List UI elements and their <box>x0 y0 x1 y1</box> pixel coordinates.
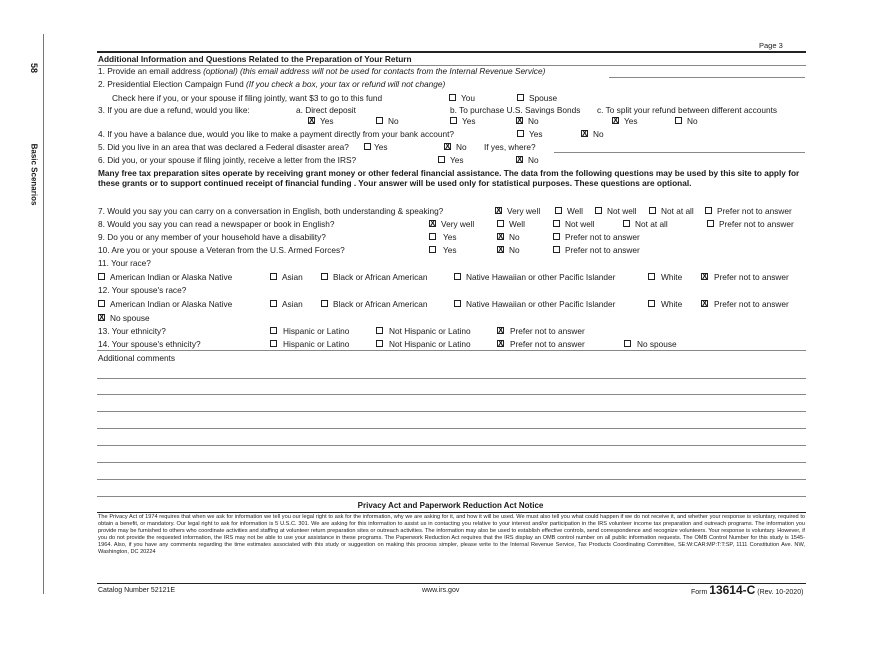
q12-white-label: White <box>661 299 683 309</box>
q11-asian-label: Asian <box>282 272 303 282</box>
q8-not-at-all-checkbox[interactable] <box>623 220 630 227</box>
q7-prefer-label: Prefer not to answer <box>717 206 792 216</box>
q13-hisp-label: Hispanic or Latino <box>283 326 350 336</box>
q8-very-well-checkbox[interactable] <box>429 220 436 227</box>
q9-no-label: No <box>509 232 520 242</box>
comment-line[interactable] <box>97 378 806 379</box>
q12-ai-checkbox[interactable] <box>98 300 105 307</box>
comment-line[interactable] <box>97 479 806 480</box>
q3-c-label: c. To split your refund between different accounts <box>597 105 778 115</box>
q1-row: 1. Provide an email address (optional) (this email address will not be used for contacts from the Internal Revenue Service) <box>98 66 546 76</box>
q3-b-yes-label: Yes <box>462 116 476 126</box>
q14-nothisp-checkbox[interactable] <box>376 340 383 347</box>
q6-yes-checkbox[interactable] <box>438 156 445 163</box>
q2-sub: Check here if you, or your spouse if filing jointly, want $3 to go to this fund <box>112 93 383 103</box>
q12-asian-label: Asian <box>282 299 303 309</box>
q14-prefer-checkbox[interactable] <box>497 340 504 347</box>
q2-spouse-checkbox[interactable] <box>517 94 524 101</box>
q11-prefer-checkbox[interactable] <box>701 273 708 280</box>
q5-where-label: If yes, where? <box>484 142 536 152</box>
privacy-body: The Privacy Act of 1974 requires that when we ask for information we tell you our legal right to ask for the information, why we are asking for it, and how it will be used. We must also tell you what could happen if we do not receive it, and whether your response is voluntary, required to obtain a benefit, or mandatory. Our legal right to ask for information is 5 U.S.C. 301. We are asking for this information to assist us in contacting you relative to your interest and/or participation in the IRS volunteer income tax preparation and outreach programs. The information you provide may be furnished to others who coordinate activities and staffing at volunteer return preparation sites or outreach activities. The information may also be used to establish effective controls, send correspondence and recognize volunteers. Your response is voluntary. However, if you do not provide the requested information, the IRS may not be able to use your assistance in these programs. The Paperwork Reduction Act requires that the IRS display an OMB control number on all public information requests. The OMB Control Number for this study is 1545-1964. Also, if you have any comments regarding the time estimates associated with this study or suggestion on making this process simpler, please write to the Internal Revenue Service, Tax Products Coordinating Committee, SE:W:CAR:MP:T:T:SP, 1111 Constitution Ave. NW, Washington, DC 20224 <box>98 514 805 555</box>
form-identifier: Form 13614-C (Rev. 10-2020) <box>691 583 804 597</box>
q9-yes-checkbox[interactable] <box>429 233 436 240</box>
header-rule <box>97 51 806 53</box>
q11-nh-label: Native Hawaiian or other Pacific Islander <box>466 272 616 282</box>
q8-not-at-all-label: Not at all <box>635 219 668 229</box>
q2-spouse-label: Spouse <box>529 93 558 103</box>
page-label: Page 3 <box>759 41 783 50</box>
comments-label: Additional comments <box>98 353 176 363</box>
q3-row: 3. If you are due a refund, would you like: <box>98 105 250 115</box>
q9-yes-label: Yes <box>443 232 457 242</box>
q5-where-input-line[interactable] <box>554 152 805 153</box>
q13-prefer-checkbox[interactable] <box>497 327 504 334</box>
q3-a-label: a. Direct deposit <box>296 105 356 115</box>
funding-notice-paragraph: Many free tax preparation sites operate by receiving grant money or other federal financial assistance. The data from the following questions may be used by this site to apply for these grants or to support continued receipt of financial funding . Your answer will be used only for statistical purposes. These questions are optional. <box>98 168 800 189</box>
q13-row: 13. Your ethnicity? <box>98 326 166 336</box>
book-page-number: 58 <box>29 62 40 74</box>
q12-black-label: Black or African American <box>333 299 428 309</box>
q10-yes-checkbox[interactable] <box>429 246 436 253</box>
q11-prefer-label: Prefer not to answer <box>714 272 789 282</box>
q14-prefer-label: Prefer not to answer <box>510 339 585 349</box>
q8-not-well-checkbox[interactable] <box>553 220 560 227</box>
q11-row: 11. Your race? <box>98 258 151 268</box>
q7-not-well-checkbox[interactable] <box>595 207 602 214</box>
q8-prefer-label: Prefer not to answer <box>719 219 794 229</box>
comment-line[interactable] <box>97 445 806 446</box>
comment-line[interactable] <box>97 411 806 412</box>
q7-not-at-all-label: Not at all <box>661 206 694 216</box>
q9-prefer-label: Prefer not to answer <box>565 232 640 242</box>
q7-very-well-label: Very well <box>507 206 541 216</box>
q3-b-label: b. To purchase U.S. Savings Bonds <box>450 105 581 115</box>
q11-black-label: Black or African American <box>333 272 428 282</box>
q12-no-spouse-label: No spouse <box>110 313 150 323</box>
q7-very-well-checkbox[interactable] <box>495 207 502 214</box>
q13-nothisp-checkbox[interactable] <box>376 327 383 334</box>
q12-row: 12. Your spouse's race? <box>98 285 187 295</box>
q2-you-label: You <box>461 93 476 103</box>
q2-row: 2. Presidential Election Campaign Fund (If you check a box, your tax or refund will not change) <box>98 79 446 89</box>
q12-prefer-checkbox[interactable] <box>701 300 708 307</box>
q3-c-no-label: No <box>687 116 698 126</box>
q3-c-yes-checkbox[interactable] <box>612 117 619 124</box>
q8-well-label: Well <box>509 219 525 229</box>
q3-a-no-label: No <box>388 116 399 126</box>
q14-hisp-label: Hispanic or Latino <box>283 339 350 349</box>
q10-prefer-checkbox[interactable] <box>553 246 560 253</box>
q6-yes-label: Yes <box>450 155 464 165</box>
q5-no-checkbox[interactable] <box>444 143 451 150</box>
q12-no-spouse-checkbox[interactable] <box>98 314 105 321</box>
q7-well-checkbox[interactable] <box>555 207 562 214</box>
q11-nh-checkbox[interactable] <box>454 273 461 280</box>
comment-line[interactable] <box>97 394 806 395</box>
q11-white-checkbox[interactable] <box>648 273 655 280</box>
q8-prefer-checkbox[interactable] <box>707 220 714 227</box>
q4-row: 4. If you have a balance due, would you like to make a payment directly from your bank account? <box>98 129 455 139</box>
q4-yes-label: Yes <box>529 129 543 139</box>
comment-line[interactable] <box>97 462 806 463</box>
q4-no-checkbox[interactable] <box>581 130 588 137</box>
q14-no-spouse-label: No spouse <box>637 339 677 349</box>
q5-row: 5. Did you live in an area that was declared a Federal disaster area? <box>98 142 349 152</box>
comment-line[interactable] <box>97 428 806 429</box>
q11-ai-checkbox[interactable] <box>98 273 105 280</box>
q9-no-checkbox[interactable] <box>497 233 504 240</box>
q3-b-no-label: No <box>528 116 539 126</box>
q6-row: 6. Did you, or your spouse if filing jointly, receive a letter from the IRS? <box>98 155 357 165</box>
q4-yes-checkbox[interactable] <box>517 130 524 137</box>
irs-website: www.irs.gov <box>422 587 460 594</box>
catalog-number: Catalog Number 52121E <box>98 587 176 594</box>
q8-row: 8. Would you say you can read a newspaper or book in English? <box>98 219 335 229</box>
q5-no-label: No <box>456 142 467 152</box>
q3-a-no-checkbox[interactable] <box>376 117 383 124</box>
section-title: Additional Information and Questions Related to the Preparation of Your Return <box>98 54 412 64</box>
q11-white-label: White <box>661 272 683 282</box>
q12-nh-label: Native Hawaiian or other Pacific Islander <box>466 299 616 309</box>
book-section-label: Basic Scenarios <box>29 143 39 206</box>
q8-well-checkbox[interactable] <box>497 220 504 227</box>
q11-asian-checkbox[interactable] <box>270 273 277 280</box>
privacy-rule <box>97 512 806 513</box>
q6-no-label: No <box>528 155 539 165</box>
q7-prefer-checkbox[interactable] <box>705 207 712 214</box>
q10-row: 10. Are you or your spouse a Veteran from the U.S. Armed Forces? <box>98 245 345 255</box>
q2-you-checkbox[interactable] <box>449 94 456 101</box>
comment-line[interactable] <box>97 496 806 497</box>
q9-prefer-checkbox[interactable] <box>553 233 560 240</box>
q6-no-checkbox[interactable] <box>516 156 523 163</box>
q8-not-well-label: Not well <box>565 219 595 229</box>
q9-row: 9. Do you or any member of your household have a disability? <box>98 232 326 242</box>
q11-ai-label: American Indian or Alaska Native <box>110 272 233 282</box>
q12-prefer-label: Prefer not to answer <box>714 299 789 309</box>
q13-prefer-label: Prefer not to answer <box>510 326 585 336</box>
q10-prefer-label: Prefer not to answer <box>565 245 640 255</box>
q10-no-checkbox[interactable] <box>497 246 504 253</box>
q3-b-yes-checkbox[interactable] <box>450 117 457 124</box>
q3-b-no-checkbox[interactable] <box>516 117 523 124</box>
q7-well-label: Well <box>567 206 583 216</box>
q14-no-spouse-checkbox[interactable] <box>624 340 631 347</box>
form-page <box>95 0 806 647</box>
q3-a-yes-checkbox[interactable] <box>308 117 315 124</box>
q8-very-well-label: Very well <box>441 219 475 229</box>
q12-white-checkbox[interactable] <box>648 300 655 307</box>
q7-not-at-all-checkbox[interactable] <box>649 207 656 214</box>
q13-nothisp-label: Not Hispanic or Latino <box>389 326 471 336</box>
q14-row: 14. Your spouse's ethnicity? <box>98 339 201 349</box>
q12-black-checkbox[interactable] <box>321 300 328 307</box>
q14-rule <box>97 350 806 351</box>
q5-yes-checkbox[interactable] <box>364 143 371 150</box>
q11-black-checkbox[interactable] <box>321 273 328 280</box>
q14-nothisp-label: Not Hispanic or Latino <box>389 339 471 349</box>
q3-a-yes-label: Yes <box>320 116 334 126</box>
email-input-line[interactable] <box>609 77 805 78</box>
q5-yes-label: Yes <box>374 142 388 152</box>
binding-margin-line <box>43 34 44 594</box>
q10-yes-label: Yes <box>443 245 457 255</box>
q13-hisp-checkbox[interactable] <box>270 327 277 334</box>
q7-row: 7. Would you say you can carry on a conversation in English, both understanding & speaking? <box>98 206 444 216</box>
q12-asian-checkbox[interactable] <box>270 300 277 307</box>
q12-ai-label: American Indian or Alaska Native <box>110 299 233 309</box>
q10-no-label: No <box>509 245 520 255</box>
q3-c-no-checkbox[interactable] <box>675 117 682 124</box>
q14-hisp-checkbox[interactable] <box>270 340 277 347</box>
q12-nh-checkbox[interactable] <box>454 300 461 307</box>
q7-not-well-label: Not well <box>607 206 637 216</box>
q3-c-yes-label: Yes <box>624 116 638 126</box>
privacy-title: Privacy Act and Paperwork Reduction Act Notice <box>357 501 544 510</box>
q4-no-label: No <box>593 129 604 139</box>
